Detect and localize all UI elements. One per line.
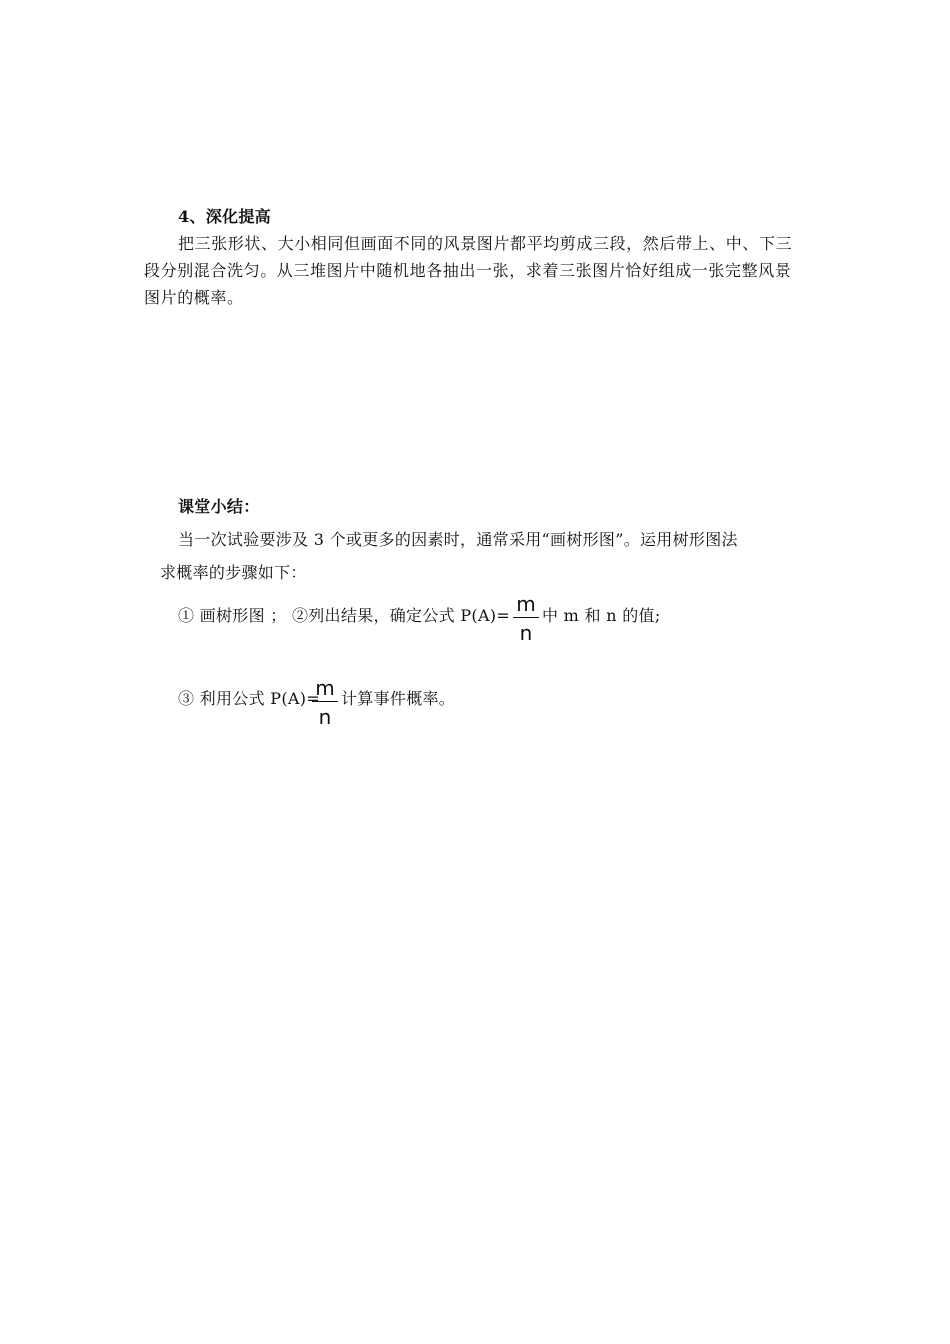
fraction-numerator: m — [315, 676, 335, 700]
probability-fraction-2 — [312, 677, 338, 728]
fraction-denominator: n — [318, 705, 332, 729]
step1-text-end: 中 m 和 n 的值; — [542, 606, 661, 625]
summary-line-2: 求概率的步骤如下： — [160, 563, 307, 582]
paragraph-line-2: 段分别混合洗匀。从三堆图片中随机地各抽出一张，求着三张图片恰好组成一张完整风景 — [144, 261, 792, 280]
fraction-bar — [312, 701, 338, 702]
probability-fraction — [513, 593, 539, 644]
summary-line-1: 当一次试验要涉及 3 个或更多的因素时，通常采用“画树形图”。运用树形图法 — [178, 530, 738, 549]
paragraph-line-1: 把三张形状、大小相同但画面不同的风景图片都平均剪成三段，然后带上、中、下三 — [178, 234, 793, 253]
fraction-numerator: m — [516, 592, 536, 616]
summary-heading: 课堂小结： — [178, 497, 260, 516]
paragraph-line-3: 图片的概率。 — [144, 288, 244, 307]
step3-text: ③ 利用公式 P(A)= — [178, 689, 320, 708]
section-heading: 4、深化提高 — [178, 207, 271, 226]
fraction-denominator: n — [519, 621, 533, 645]
fraction-bar — [513, 617, 539, 618]
step1-text: ① 画树形图 ； ②列出结果，确定公式 P(A)= — [178, 606, 511, 625]
step3-text-end: 计算事件概率。 — [341, 689, 456, 708]
